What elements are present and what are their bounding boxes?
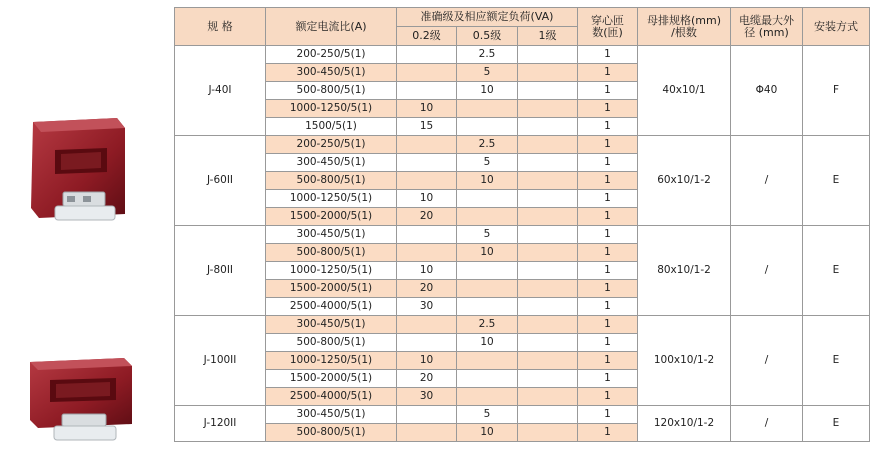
table-header — [175, 8, 870, 46]
rated-ratio-cell: 1500/5(1) — [266, 118, 397, 136]
header-cable — [731, 8, 803, 46]
load-class-02-cell — [397, 172, 457, 190]
turns-cell: 1 — [578, 298, 638, 316]
turns-cell: 1 — [578, 154, 638, 172]
mount-type-cell: E — [803, 226, 870, 316]
busbar-cell: 120x10/1-2 — [638, 406, 731, 442]
mount-type-cell: F — [803, 46, 870, 136]
table-row — [175, 46, 870, 64]
rated-ratio-cell: 1000-1250/5(1) — [266, 352, 397, 370]
load-class-1-cell — [518, 370, 578, 388]
header-mount: 安装方式 — [803, 8, 870, 46]
mount-type-cell: E — [803, 406, 870, 442]
load-class-02-cell: 10 — [397, 100, 457, 118]
load-class-1-cell — [518, 262, 578, 280]
rated-ratio-cell: 1000-1250/5(1) — [266, 190, 397, 208]
turns-cell: 1 — [578, 100, 638, 118]
load-class-02-cell: 30 — [397, 298, 457, 316]
rated-ratio-cell: 1500-2000/5(1) — [266, 208, 397, 226]
load-class-05-cell: 2.5 — [457, 46, 518, 64]
rated-ratio-cell: 1500-2000/5(1) — [266, 370, 397, 388]
load-class-02-cell — [397, 334, 457, 352]
busbar-cell: 40x10/1 — [638, 46, 731, 136]
load-class-05-cell — [457, 100, 518, 118]
rated-ratio-cell: 1000-1250/5(1) — [266, 100, 397, 118]
cable-diameter-cell: / — [731, 406, 803, 442]
load-class-02-cell — [397, 226, 457, 244]
load-class-02-cell: 10 — [397, 190, 457, 208]
load-class-05-cell — [457, 388, 518, 406]
load-class-02-cell: 20 — [397, 280, 457, 298]
load-class-02-cell — [397, 406, 457, 424]
table-body — [175, 46, 870, 442]
load-class-05-cell — [457, 280, 518, 298]
load-class-02-cell — [397, 244, 457, 262]
header-turns-line2: 数(匝) — [592, 25, 623, 39]
load-class-1-cell — [518, 352, 578, 370]
header-spec: 规 格 — [175, 8, 266, 46]
load-class-02-cell — [397, 154, 457, 172]
load-class-1-cell — [518, 334, 578, 352]
rated-ratio-cell: 200-250/5(1) — [266, 136, 397, 154]
turns-cell: 1 — [578, 244, 638, 262]
mount-type-cell: E — [803, 316, 870, 406]
load-class-02-cell: 10 — [397, 262, 457, 280]
load-class-05-cell — [457, 298, 518, 316]
turns-cell: 1 — [578, 172, 638, 190]
load-class-02-cell — [397, 424, 457, 442]
rated-ratio-cell: 1500-2000/5(1) — [266, 280, 397, 298]
load-class-05-cell: 10 — [457, 334, 518, 352]
load-class-1-cell — [518, 316, 578, 334]
cable-diameter-cell: / — [731, 316, 803, 406]
load-class-05-cell: 10 — [457, 172, 518, 190]
rated-ratio-cell: 2500-4000/5(1) — [266, 388, 397, 406]
turns-cell: 1 — [578, 334, 638, 352]
rated-ratio-cell: 200-250/5(1) — [266, 46, 397, 64]
load-class-05-cell: 10 — [457, 244, 518, 262]
load-class-1-cell — [518, 388, 578, 406]
load-class-1-cell — [518, 64, 578, 82]
load-class-05-cell — [457, 118, 518, 136]
model-cell: J-40I — [175, 46, 266, 136]
rated-ratio-cell: 300-450/5(1) — [266, 154, 397, 172]
load-class-05-cell: 10 — [457, 82, 518, 100]
model-cell: J-60II — [175, 136, 266, 226]
turns-cell: 1 — [578, 226, 638, 244]
model-cell: J-100II — [175, 316, 266, 406]
model-cell: J-120II — [175, 406, 266, 442]
busbar-cell: 60x10/1-2 — [638, 136, 731, 226]
header-class-05: 0.5级 — [457, 27, 518, 46]
product-photo-j100 — [26, 352, 136, 452]
header-turns-line1: 穿心匝 — [591, 13, 624, 27]
mount-type-cell: E — [803, 136, 870, 226]
load-class-02-cell — [397, 316, 457, 334]
load-class-02-cell: 20 — [397, 370, 457, 388]
rated-ratio-cell: 300-450/5(1) — [266, 406, 397, 424]
load-class-05-cell: 2.5 — [457, 136, 518, 154]
cable-diameter-cell: Φ40 — [731, 46, 803, 136]
header-busbar-line2: /根数 — [671, 25, 697, 39]
load-class-05-cell: 5 — [457, 154, 518, 172]
turns-cell: 1 — [578, 82, 638, 100]
model-cell: J-80II — [175, 226, 266, 316]
load-class-02-cell — [397, 64, 457, 82]
load-class-1-cell — [518, 406, 578, 424]
rated-ratio-cell: 1000-1250/5(1) — [266, 262, 397, 280]
cable-diameter-cell: / — [731, 226, 803, 316]
rated-ratio-cell: 2500-4000/5(1) — [266, 298, 397, 316]
turns-cell: 1 — [578, 280, 638, 298]
spec-table — [174, 7, 870, 442]
current-transformer-image — [26, 352, 136, 452]
turns-cell: 1 — [578, 190, 638, 208]
cable-diameter-cell: / — [731, 136, 803, 226]
load-class-1-cell — [518, 280, 578, 298]
load-class-1-cell — [518, 298, 578, 316]
turns-cell: 1 — [578, 136, 638, 154]
load-class-05-cell: 2.5 — [457, 316, 518, 334]
rated-ratio-cell: 300-450/5(1) — [266, 316, 397, 334]
load-class-1-cell — [518, 100, 578, 118]
load-class-05-cell — [457, 208, 518, 226]
header-busbar-line1: 母排规格(mm) — [646, 13, 721, 27]
header-cable-line1: 电缆最大外 — [739, 13, 794, 27]
table-row — [175, 226, 870, 244]
current-transformer-image — [25, 110, 130, 235]
rated-ratio-cell: 300-450/5(1) — [266, 64, 397, 82]
load-class-05-cell: 10 — [457, 424, 518, 442]
load-class-1-cell — [518, 154, 578, 172]
load-class-1-cell — [518, 226, 578, 244]
turns-cell: 1 — [578, 46, 638, 64]
turns-cell: 1 — [578, 388, 638, 406]
busbar-cell: 100x10/1-2 — [638, 316, 731, 406]
turns-cell: 1 — [578, 352, 638, 370]
table-row — [175, 316, 870, 334]
rated-ratio-cell: 500-800/5(1) — [266, 424, 397, 442]
product-photo-j40 — [25, 110, 130, 235]
turns-cell: 1 — [578, 370, 638, 388]
load-class-02-cell: 15 — [397, 118, 457, 136]
header-busbar — [638, 8, 731, 46]
turns-cell: 1 — [578, 64, 638, 82]
load-class-05-cell — [457, 352, 518, 370]
load-class-02-cell: 30 — [397, 388, 457, 406]
table-row — [175, 406, 870, 424]
load-class-1-cell — [518, 190, 578, 208]
load-class-02-cell: 10 — [397, 352, 457, 370]
load-class-1-cell — [518, 82, 578, 100]
rated-ratio-cell: 500-800/5(1) — [266, 334, 397, 352]
header-accuracy-load: 准确级及相应额定负荷(VA) — [397, 8, 578, 27]
load-class-05-cell — [457, 370, 518, 388]
load-class-1-cell — [518, 208, 578, 226]
header-cable-line2: 径 (mm) — [744, 25, 789, 39]
rated-ratio-cell: 500-800/5(1) — [266, 172, 397, 190]
load-class-05-cell: 5 — [457, 64, 518, 82]
load-class-1-cell — [518, 424, 578, 442]
turns-cell: 1 — [578, 208, 638, 226]
load-class-1-cell — [518, 136, 578, 154]
header-class-02: 0.2级 — [397, 27, 457, 46]
rated-ratio-cell: 500-800/5(1) — [266, 244, 397, 262]
load-class-05-cell — [457, 190, 518, 208]
load-class-1-cell — [518, 172, 578, 190]
turns-cell: 1 — [578, 262, 638, 280]
load-class-05-cell: 5 — [457, 406, 518, 424]
load-class-1-cell — [518, 244, 578, 262]
header-turns — [578, 8, 638, 46]
turns-cell: 1 — [578, 118, 638, 136]
load-class-02-cell — [397, 82, 457, 100]
turns-cell: 1 — [578, 316, 638, 334]
table-row — [175, 136, 870, 154]
turns-cell: 1 — [578, 424, 638, 442]
load-class-02-cell — [397, 136, 457, 154]
rated-ratio-cell: 300-450/5(1) — [266, 226, 397, 244]
load-class-1-cell — [518, 118, 578, 136]
header-class-1: 1级 — [518, 27, 578, 46]
load-class-1-cell — [518, 46, 578, 64]
load-class-02-cell: 20 — [397, 208, 457, 226]
turns-cell: 1 — [578, 406, 638, 424]
header-rated-ratio: 额定电流比(A) — [266, 8, 397, 46]
load-class-05-cell: 5 — [457, 226, 518, 244]
rated-ratio-cell: 500-800/5(1) — [266, 82, 397, 100]
load-class-05-cell — [457, 262, 518, 280]
busbar-cell: 80x10/1-2 — [638, 226, 731, 316]
load-class-02-cell — [397, 46, 457, 64]
